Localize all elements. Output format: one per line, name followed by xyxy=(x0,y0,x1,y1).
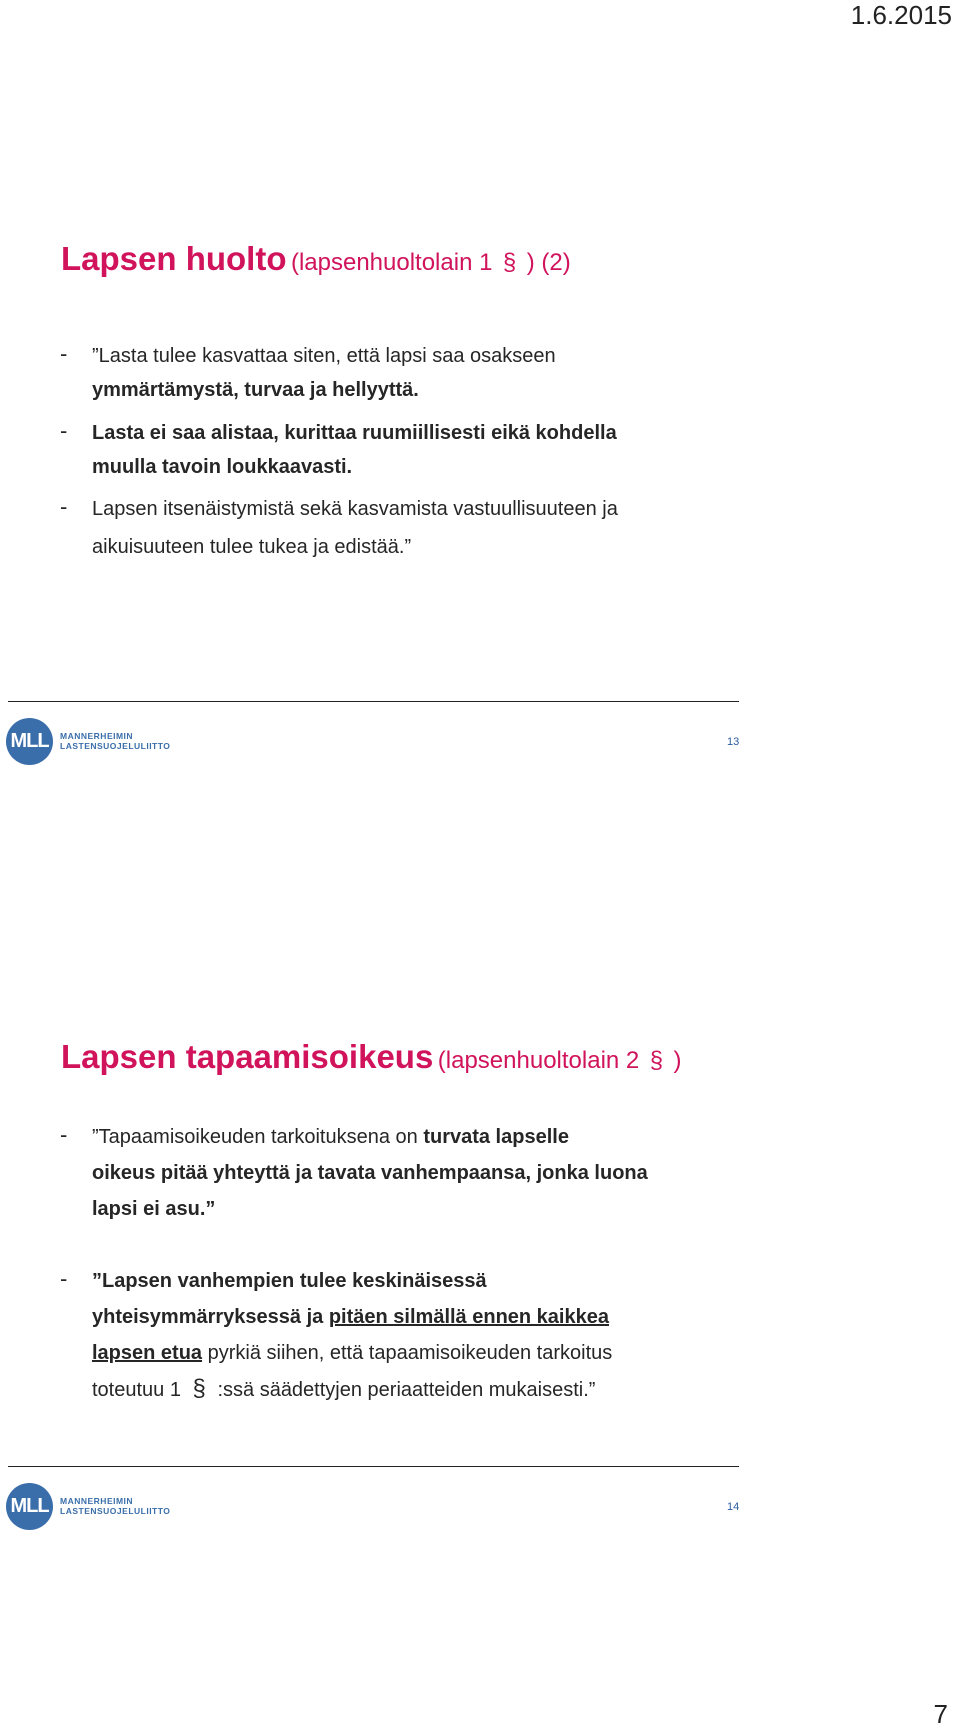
bullet-line: Lapsen itsenäistymistä sekä kasvamista vastuullisuuteen ja xyxy=(92,498,618,520)
bullet-line: oikeus pitää yhteyttä ja tavata vanhempaansa, jonka luona xyxy=(92,1162,648,1184)
bullet-text: pyrkiä siihen, että tapaamisoikeuden tarkoitus xyxy=(202,1342,613,1364)
page-number: 7 xyxy=(933,1699,948,1729)
bullet-item xyxy=(60,341,680,401)
bullet-line: aikuisuuteen tulee tukea ja edistää.” xyxy=(92,536,412,558)
bullet-dash: - xyxy=(60,418,68,443)
slide-title-subtitle-end: ) (2) xyxy=(526,249,571,276)
bullet-dash: - xyxy=(60,1122,68,1147)
mll-logo-line: MANNERHEIMIN xyxy=(60,731,134,741)
slide-number: 13 xyxy=(727,736,740,748)
mll-logo-line: LASTENSUOJELULIITTO xyxy=(60,741,171,751)
slide-number: 14 xyxy=(727,1501,740,1513)
bullet-line: ”Lapsen vanhempien tulee keskinäisessä xyxy=(92,1270,487,1292)
slide-title-subtitle-start: (lapsenhuoltolain 1 xyxy=(290,249,493,276)
bullet-line xyxy=(92,1375,712,1402)
mll-logo-circle: MLL xyxy=(6,1483,53,1530)
bullet-text-bold: yhteisymmärryksessä ja xyxy=(92,1306,329,1328)
mll-logo-line: MANNERHEIMIN xyxy=(60,1496,134,1506)
mll-logo-circle: MLL xyxy=(6,718,53,765)
bullet-dash: - xyxy=(60,1266,68,1291)
section-sign: § xyxy=(502,249,517,276)
slide-title-subtitle-start: (lapsenhuoltolain 2 xyxy=(437,1047,640,1074)
section-sign: § xyxy=(649,1047,664,1074)
bullet-line: lapsi ei asu.” xyxy=(92,1198,216,1220)
bullet-line xyxy=(92,1126,712,1148)
bullet-item xyxy=(60,1266,680,1402)
bullet-line: muulla tavoin loukkaavasti. xyxy=(92,456,353,478)
bullet-dash: - xyxy=(60,494,68,519)
page-date: 1.6.2015 xyxy=(850,0,952,30)
mll-logo-line: LASTENSUOJELULIITTO xyxy=(60,1506,171,1516)
slide-title-subtitle-end: ) xyxy=(673,1047,682,1074)
bullet-text: toteutuu 1 xyxy=(92,1379,181,1401)
bullet-line: Lasta ei saa alistaa, kurittaa ruumiillisesti eikä kohdella xyxy=(92,422,617,444)
section-sign: § xyxy=(192,1375,206,1402)
slide-divider xyxy=(8,1466,739,1467)
bullet-item xyxy=(60,418,680,478)
mll-logo-text xyxy=(60,1496,170,1516)
bullet-text: :ssä säädettyjen periaatteiden mukaisesti.” xyxy=(217,1379,596,1401)
mll-logo-text xyxy=(60,731,170,751)
slide-title-main: Lapsen huolto xyxy=(61,240,287,277)
bullet-text-underlined: pitäen silmällä ennen kaikkea xyxy=(328,1306,609,1328)
bullet-text: ”Tapaamisoikeuden tarkoituksena on xyxy=(92,1126,424,1148)
bullet-item xyxy=(60,1122,680,1222)
slide-title xyxy=(61,240,571,278)
bullet-line xyxy=(92,1306,712,1328)
bullet-line: ymmärtämystä, turvaa ja hellyyttä. xyxy=(92,379,419,401)
bullet-text-underlined: lapsen etua xyxy=(92,1342,203,1364)
slide-title-main: Lapsen tapaamisoikeus xyxy=(61,1038,434,1075)
bullet-line: ”Lasta tulee kasvattaa siten, että lapsi saa osakseen xyxy=(92,345,556,367)
slide-title xyxy=(61,1038,682,1076)
bullet-dash: - xyxy=(60,341,68,366)
bullet-line xyxy=(92,1342,712,1364)
bullet-text-bold: turvata lapselle xyxy=(423,1126,569,1148)
bullet-item xyxy=(60,494,680,558)
slide-divider xyxy=(8,701,739,702)
